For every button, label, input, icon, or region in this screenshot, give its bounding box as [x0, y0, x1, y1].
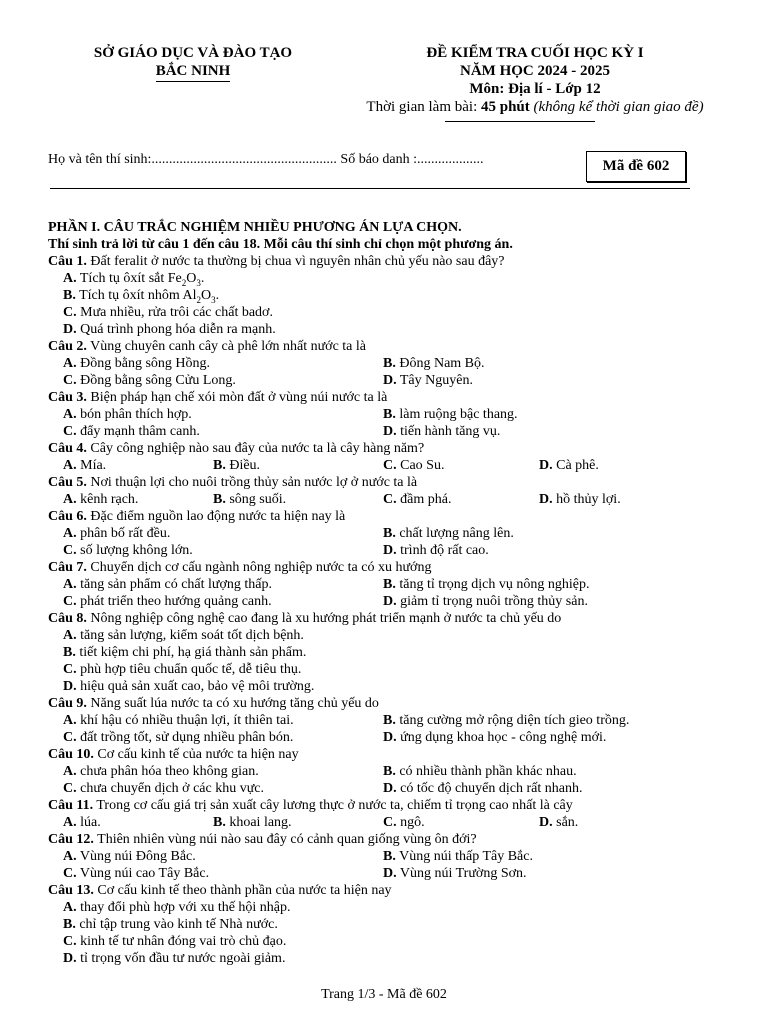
- question-11-options: A. lúa. B. khoai lang. C. ngô. D. sắn.: [63, 815, 579, 830]
- question-7: Câu 7. Chuyển dịch cơ cấu ngành nông nghiệp nước ta có xu hướng: [48, 560, 432, 575]
- time-line: Thời gian làm bài: 45 phút (không kể thời gian giao đề): [366, 99, 704, 115]
- department-header: [48, 44, 338, 82]
- time-value: 45 phút: [481, 99, 530, 115]
- exam-header: [330, 44, 740, 116]
- question-3: Câu 3. Biện pháp hạn chế xói mòn đất ở vùng núi nước ta là: [48, 390, 388, 405]
- subject-line: Môn: Địa lí - Lớp 12: [469, 81, 601, 97]
- question-9: Câu 9. Năng suất lúa nước ta có xu hướng tăng chủ yếu do: [48, 696, 379, 711]
- question-12: Câu 12. Thiên nhiên vùng núi nào sau đây có cảnh quan giống vùng ôn đới?: [48, 832, 477, 847]
- question-2: Câu 2. Vùng chuyên canh cây cà phê lớn nhất nước ta là: [48, 339, 366, 354]
- question-5: Câu 5. Nơi thuận lợi cho nuôi trồng thủy sản nước lợ ở nước ta là: [48, 475, 418, 490]
- question-10-options-ab: A. chưa phân hóa theo không gian. B. có nhiều thành phần khác nhau.: [63, 764, 577, 779]
- question-12-options-cd: C. Vùng núi cao Tây Bắc. D. Vùng núi Trường Sơn.: [63, 866, 527, 881]
- question-2-options-ab: A. Đồng bằng sông Hồng. B. Đông Nam Bộ.: [63, 356, 485, 371]
- question-3-options-ab: A. bón phân thích hợp. B. làm ruộng bậc thang.: [63, 407, 518, 422]
- question-13-option-d: D. tỉ trọng vốn đầu tư nước ngoài giảm.: [63, 951, 286, 966]
- question-3-options-cd: C. đẩy mạnh thâm canh. D. tiến hành tăng vụ.: [63, 424, 501, 439]
- question-13-option-a: A. thay đổi phù hợp với xu thế hội nhập.: [63, 900, 291, 915]
- question-6-options-cd: C. số lượng không lớn. D. trình độ rất cao.: [63, 543, 489, 558]
- question-4-options: A. Mía. B. Điều. C. Cao Su. D. Cà phê.: [63, 458, 599, 473]
- question-12-options-ab: A. Vùng núi Đông Bắc. B. Vùng núi thấp Tây Bắc.: [63, 849, 533, 864]
- question-9-options-ab: A. khí hậu có nhiều thuận lợi, ít thiên tai. B. tăng cường mở rộng diện tích gieo trồng.: [63, 713, 630, 728]
- candidate-info-line: Họ và tên thí sinh:..................................................... Số báo danh :...................: [48, 152, 484, 167]
- question-1-option-b: B. Tích tụ ôxít nhôm $Al_2O_3$.: [63, 288, 220, 305]
- question-8-option-d: D. hiệu quả sản xuất cao, bảo vệ môi trường.: [63, 679, 315, 694]
- question-9-options-cd: C. đất trồng tốt, sử dụng nhiều phân bón. D. ứng dụng khoa học - công nghệ mới.: [63, 730, 607, 745]
- question-13: Câu 13. Cơ cấu kinh tế theo thành phần của nước ta hiện nay: [48, 883, 392, 898]
- question-10: Câu 10. Cơ cấu kinh tế của nước ta hiện nay: [48, 747, 299, 762]
- question-list: [48, 253, 748, 967]
- question-8: Câu 8. Nông nghiệp công nghệ cao đang là xu hướng phát triển mạnh ở nước ta chủ yếu do: [48, 611, 562, 626]
- time-note: (không kể thời gian giao đề): [529, 99, 704, 115]
- separator-line: [50, 188, 690, 189]
- question-13-option-b: B. chỉ tập trung vào kinh tế Nhà nước.: [63, 917, 278, 932]
- question-10-options-cd: C. chưa chuyển dịch ở các khu vực. D. có tốc độ chuyển dịch rất nhanh.: [63, 781, 583, 796]
- question-7-options-cd: C. phát triển theo hướng quảng canh. D. giảm tỉ trọng nuôi trồng thủy sản.: [63, 594, 588, 609]
- exam-title: ĐỀ KIỂM TRA CUỐI HỌC KỲ I: [426, 45, 644, 61]
- exam-code-box: Mã đề 602: [586, 151, 686, 182]
- question-11: Câu 11. Trong cơ cấu giá trị sản xuất cây lương thực ở nước ta, chiếm tỉ trọng cao nhất là cây: [48, 798, 573, 813]
- question-7-options-ab: A. tăng sản phẩm có chất lượng thấp. B. tăng tỉ trọng dịch vụ nông nghiệp.: [63, 577, 590, 592]
- question-13-option-c: C. kinh tế tư nhân đóng vai trò chủ đạo.: [63, 934, 287, 949]
- school-year: NĂM HỌC 2024 - 2025: [460, 63, 610, 79]
- question-8-option-b: B. tiết kiệm chi phí, hạ giá thành sản phẩm.: [63, 645, 307, 660]
- question-1-option-c: C. Mưa nhiều, rửa trôi các chất badơ.: [63, 305, 273, 320]
- department-name: SỞ GIÁO DỤC VÀ ĐÀO TẠO: [93, 45, 293, 61]
- question-1: Câu 1. Đất feralit ở nước ta thường bị chua vì nguyên nhân chủ yếu nào sau đây?: [48, 254, 505, 269]
- question-2-options-cd: C. Đồng bằng sông Cửu Long. D. Tây Nguyên.: [63, 373, 473, 388]
- page-footer: Trang 1/3 - Mã đề 602: [321, 987, 447, 1002]
- province-name: BẮC NINH: [156, 62, 231, 82]
- question-5-options: A. kênh rạch. B. sông suối. C. đầm phá. D. hồ thủy lợi.: [63, 492, 621, 507]
- question-6-options-ab: A. phân bố rất đều. B. chất lượng nâng lên.: [63, 526, 514, 541]
- question-1-option-a: A. Tích tụ ôxít sắt $Fe_2O_3$.: [63, 271, 205, 288]
- header-underline: [445, 121, 595, 122]
- section-heading: [48, 219, 748, 253]
- question-8-option-a: A. tăng sản lượng, kiểm soát tốt dịch bệnh.: [63, 628, 304, 643]
- question-8-option-c: C. phù hợp tiêu chuẩn quốc tế, dễ tiêu thụ.: [63, 662, 302, 677]
- section-instruction: Thí sinh trả lời từ câu 1 đến câu 18. Mỗi câu thí sinh chỉ chọn một phương án.: [48, 237, 513, 252]
- section-title: PHẦN I. CÂU TRẮC NGHIỆM NHIỀU PHƯƠNG ÁN LỰA CHỌN.: [48, 220, 462, 235]
- question-6: Câu 6. Đặc điểm nguồn lao động nước ta hiện nay là: [48, 509, 346, 524]
- question-4: Câu 4. Cây công nghiệp nào sau đây của nước ta là cây hàng năm?: [48, 441, 425, 456]
- question-1-option-d: D. Quá trình phong hóa diễn ra mạnh.: [63, 322, 276, 337]
